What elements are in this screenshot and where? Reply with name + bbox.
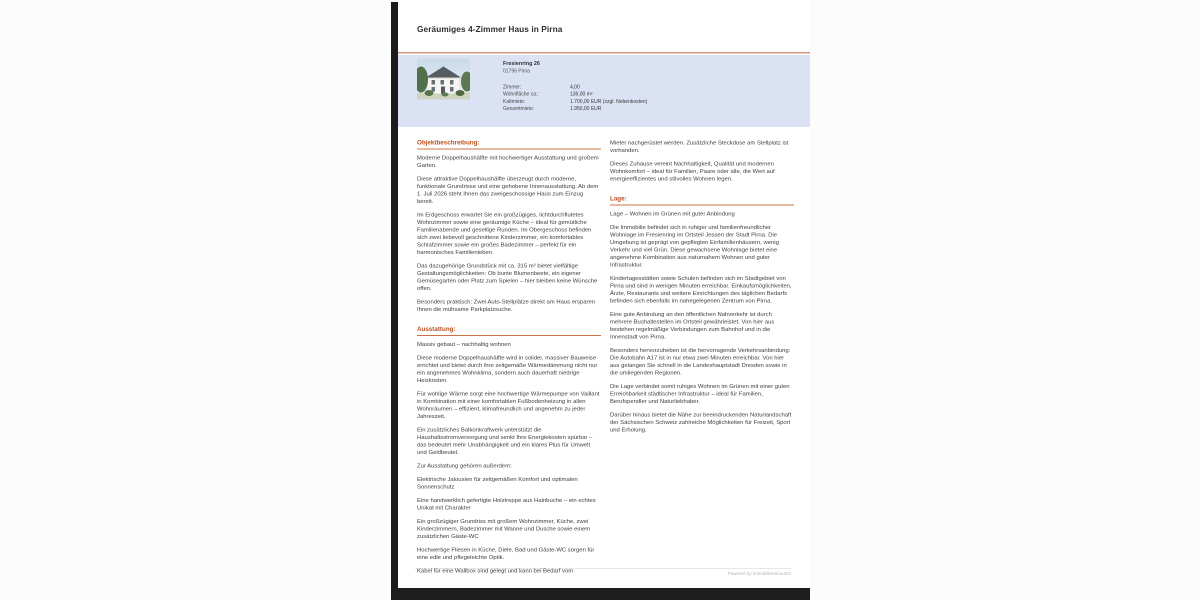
fact-value: 136,00 m² <box>570 91 593 98</box>
body-paragraph: Das dazugehörige Grundstück mit ca. 315 m² bietet vielfältige Gestaltungsmöglichkeiten: Ob bunte Blumenbeete, ein eigener Gemüsegarten oder Platz zum Spielen – hier bleiben keine Wünsche offen. <box>417 262 598 292</box>
body-paragraph: Kabel für eine Wallbox sind gelegt und kann bei Bedarf vom <box>417 567 574 574</box>
address-city: 01796 Pirna <box>503 68 530 74</box>
body-paragraph: Besonders hervorzuheben ist die hervorragende Verkehrsanbindung: Die Autobahn A17 ist in nur etwa zwei Minuten erreichbar. Von hier aus gelangen Sie schnell in die Landeshauptstadt Dresden sowie in die umliegenden Regionen. <box>610 346 791 376</box>
fact-row <box>503 105 647 112</box>
section-heading: Ausstattung: <box>417 326 601 337</box>
page-bottom-edge <box>393 588 810 600</box>
body-paragraph: Diese attraktive Doppelhaushälfte überzeugt durch moderne, funktionale Grundrisse und eine gehobene Innenausstattung. Ab dem 1. Juli 2026 steht Ihnen das zweigeschossige Haus zum Einzug bereit. <box>417 175 599 205</box>
section-heading: Lage: <box>610 195 794 206</box>
body-paragraph: Die Lage verbindet somit ruhiges Wohnen im Grünen mit einer guten Erreichbarkeit städtischer Infrastruktur – ideal für Familien, Berufspendler und Naturliebhaber. <box>610 382 790 405</box>
body-paragraph: Ein zusätzliches Balkonkraftwerk unterstützt die Haushaltsstromversorgung und senkt Ihre Energiekosten spürbar – das bedeutet mehr Unabhängigkeit und ein klares Plus für Umwelt und Geldbeutel. <box>417 426 593 456</box>
fact-row <box>503 91 647 98</box>
fact-row <box>503 84 647 91</box>
title-divider <box>398 52 810 54</box>
body-paragraph: Massiv gebaut – nachhaltig wohnen <box>417 340 511 348</box>
body-paragraph: Besonders praktisch: Zwei Auto-Stellplätze direkt am Haus ersparen Ihnen die mühsame Parkplatzsuche. <box>417 298 596 313</box>
body-paragraph: Für wohlige Wärme sorgt eine hochwertige Wärmepumpe von Vaillant in Kombination mit einer komfortablen Fußbodenheizung in allen Wohnräumen – effizient, klimafreundlich und angenehm zu jeder Jahreszeit. <box>417 390 600 420</box>
house-photo-icon <box>417 59 470 100</box>
fact-row <box>503 98 647 105</box>
page-left-edge <box>391 2 398 600</box>
fact-label: Zimmer: <box>503 84 522 90</box>
body-paragraph: Elektrische Jalousien für zeitgemäßen Komfort und optimalen Sonnenschutz <box>417 475 578 490</box>
fact-value: 1.950,00 EUR <box>570 106 602 112</box>
facts-list <box>503 84 647 113</box>
page-title: Geräumiges 4-Zimmer Haus in Pirna <box>417 25 563 34</box>
body-paragraph: Darüber hinaus bietet die Nähe zur beeindruckenden Naturlandschaft der Sächsischen Schweiz zahlreiche Möglichkeiten für Freizeit, Sport und Erholung. <box>610 411 792 433</box>
fact-label: Gesamtmiete: <box>503 106 535 112</box>
body-paragraph: Zur Ausstattung gehören außerdem: <box>417 462 512 469</box>
column-right <box>610 139 794 440</box>
column-left <box>417 139 601 581</box>
expose-document <box>398 0 810 588</box>
footer-divider <box>415 568 791 569</box>
body-paragraph: Im Erdgeschoss erwartet Sie ein großzügiges, lichtdurchflutetes Wohnzimmer sowie eine geräumige Küche – ideal für gemütliche Familienabende und gesellige Runden. Im Obergeschoss befinden sich zwei liebevoll geschnittene Kinderzimmer, ein komfortables Schlafzimmer sowie ein großes Badezimmer – perfekt für ein harmonisches Familienleben. <box>417 211 592 256</box>
body-paragraph: Eine gute Anbindung an den öffentlichen Nahverkehr ist durch mehrere Bushaltestellen im Ortsteil gewährleistet. Von hier aus bestehen regelmäßige Verbindungen zum Bahnhof und in die Innenstadt von Pirna. <box>610 310 775 340</box>
fact-value: 4,00 <box>570 84 580 90</box>
document-page <box>398 0 810 588</box>
body-paragraph: Hochwertige Fliesen in Küche, Diele, Bad und Gäste-WC sorgen für eine edle und pflegeleichte Optik. <box>417 546 595 561</box>
body-paragraph: Mieter nachgerüstet werden. Zusätzliche Steckdose am Stellplatz ist vorhanden. <box>610 139 789 154</box>
body-paragraph: Diese moderne Doppelhaushälfte wird in solider, massiver Bauweise errichtet und bietet durch ihre zeitgemäße Wärmedämmung nicht nur ein angenehmes Wohnklima, sondern auch dauerhaft niedrige Heizkosten. <box>417 354 598 384</box>
address-street: Fresienring 26 <box>503 60 540 67</box>
fact-label: Kaltmiete: <box>503 98 526 105</box>
key-facts-box <box>398 55 810 127</box>
facts-panel <box>503 61 647 113</box>
body-paragraph: Eine handwerklich gefertigte Holztreppe aus Hainbuche – ein echtes Unikat mit Charakter <box>417 496 596 511</box>
fact-label: Wohnfläche ca.: <box>503 91 539 98</box>
body-paragraph: Dieses Zuhause vereint Nachhaltigkeit, Qualität und modernen Wohnkomfort – ideal für Familien, Paare oder alle, die Wert auf energieeffizientes und stilvolles Wohnen legen. <box>610 160 775 182</box>
body-paragraph: Die Immobilie befindet sich in ruhiger und familienfreundlicher Wohnlage im Fresienring im Ortsteil Jessen der Stadt Pirna. Die Umgebung ist geprägt von gepflegten Einfamilienhäusern, wenig Verkehr und viel Grün. Diese gewachsene Wohnlage bietet eine angenehme Kombination aus naturnahem Wohnen und guter Infrastruktur. <box>610 223 779 268</box>
section-heading: Objektbeschreibung: <box>417 139 601 150</box>
body-paragraph: Kindertagesstätten sowie Schulen befinden sich im Stadtgebiet von Pirna und sind in wenigen Minuten erreichbar. Einkaufsmöglichkeiten, Ärzte, Restaurants und weitere Einrichtungen des täglichen Bedarfs befinden sich ebenfalls im nahegelegenen Zentrum von Pirna. <box>610 274 792 304</box>
body-paragraph: Moderne Doppelhaushälfte mit hochwertiger Ausstattung und großem Garten. <box>417 154 599 169</box>
powered-by-label: Powered by ImmobilienScout24 <box>727 571 791 576</box>
body-paragraph: Ein großzügiger Grundriss mit großem Wohnzimmer, Küche, zwei Kinderzimmern, Badezimmer mit Wanne und Dusche sowie einem zusätzlichen Gäste-WC <box>417 517 591 540</box>
fact-value: 1.700,00 EUR (zzgl. Nebenkosten) <box>570 98 648 105</box>
body-paragraph: Lage – Wohnen im Grünen mit guter Anbindung <box>610 210 735 217</box>
